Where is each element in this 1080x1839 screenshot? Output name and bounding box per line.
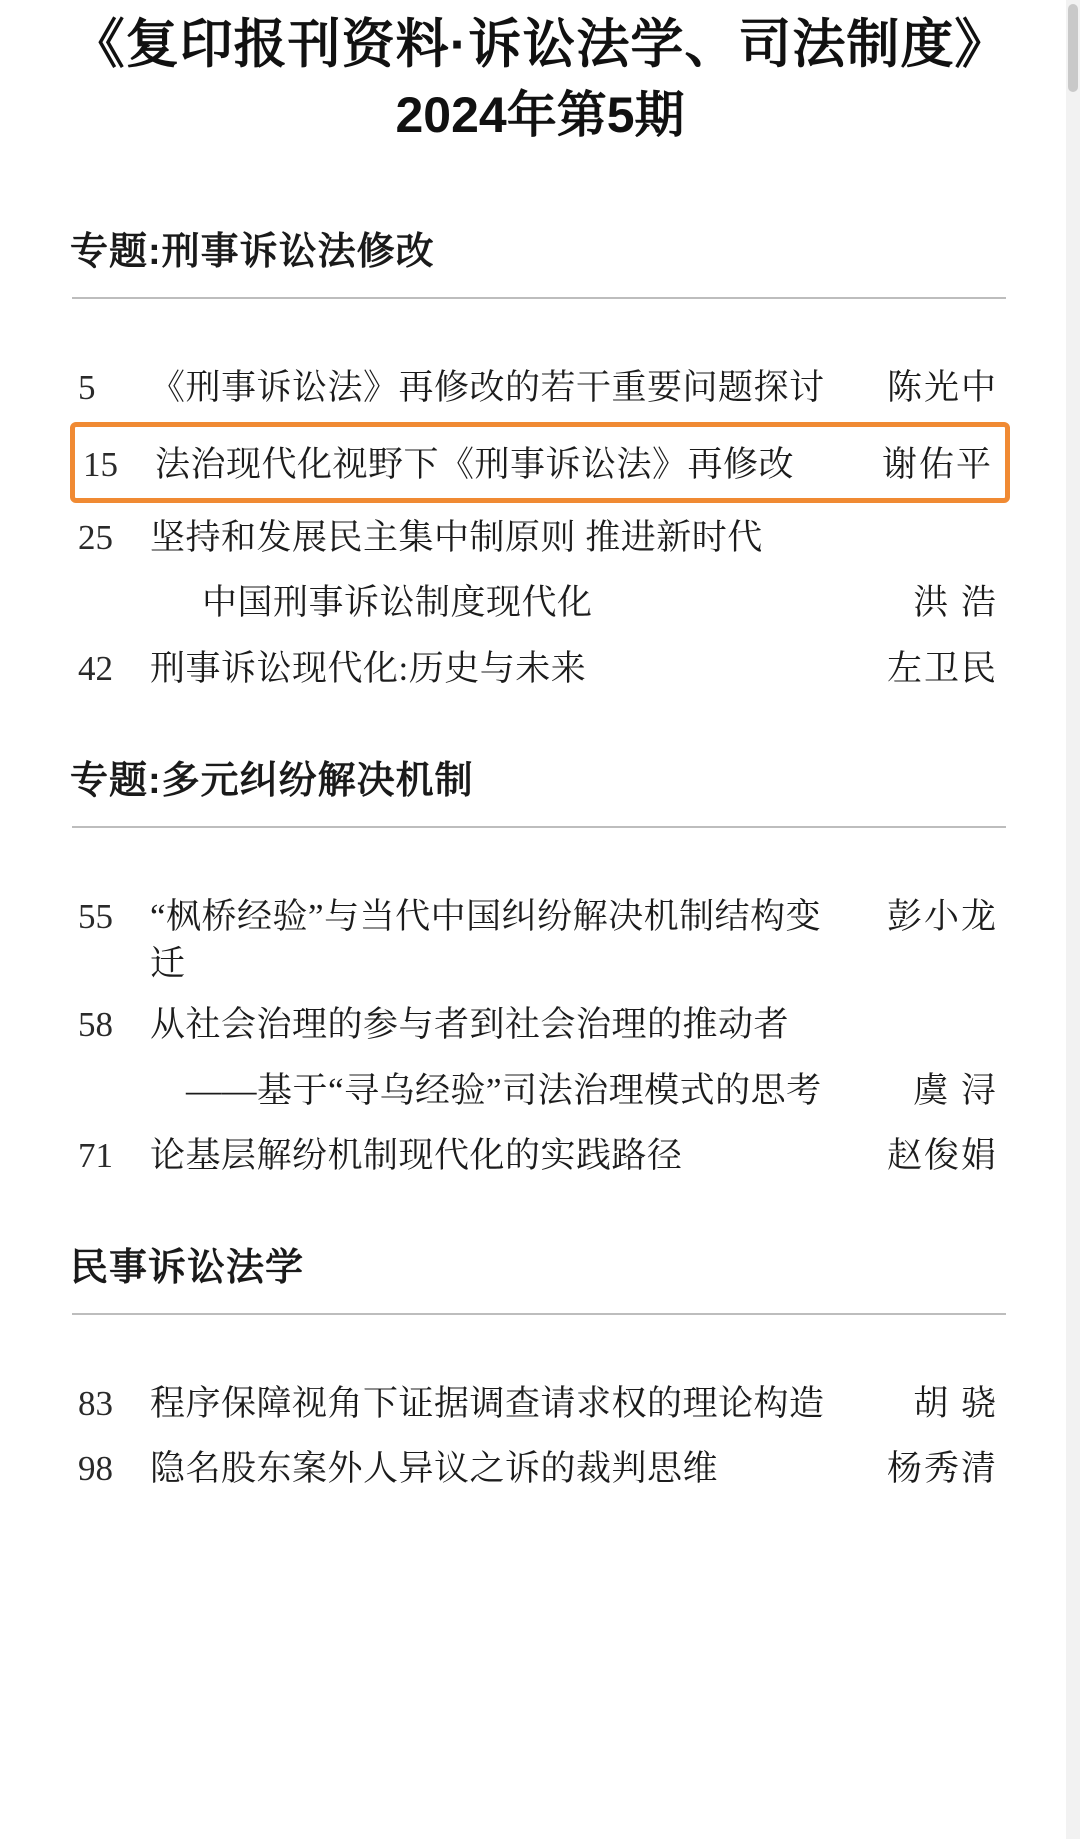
section-divider: [72, 297, 1006, 299]
spacer: [70, 709, 1010, 749]
entry-author: 左卫民: [886, 648, 998, 688]
entry-title: 《刑事诉讼法》再修改的若干重要问题探讨: [150, 367, 825, 407]
entry-page-number: 15: [83, 444, 118, 484]
entry-title: 中国刑事诉讼制度现代化: [202, 583, 593, 623]
section-entries: [70, 353, 1010, 699]
entry-title: 刑事诉讼现代化:历史与未来: [150, 648, 587, 688]
toc-section: [70, 220, 1010, 699]
entry-title: “枫桥经验”与当代中国纠纷解决机制结构变迁: [150, 896, 822, 984]
toc-entry[interactable]: [70, 1121, 1010, 1186]
section-heading: 专题:多元纠纷解决机制: [70, 759, 474, 802]
vertical-scrollbar[interactable]: [1066, 0, 1080, 1839]
entry-page-number: 5: [78, 367, 96, 407]
entry-author: 陈光中: [886, 367, 998, 407]
toc-entry[interactable]: [70, 507, 1010, 568]
toc-entry[interactable]: [70, 994, 1010, 1055]
scrollbar-thumb[interactable]: [1068, 4, 1078, 92]
entry-author: 赵俊娟: [886, 1135, 998, 1175]
entry-title: 隐名股东案外人异议之诉的裁判思维: [150, 1449, 719, 1489]
toc-entry-continuation[interactable]: [70, 1056, 1010, 1121]
entry-page-number: 42: [78, 648, 113, 688]
entry-author: 胡 骁: [913, 1384, 998, 1424]
entry-page-number: 55: [78, 896, 113, 936]
section-entries: [70, 882, 1010, 1186]
entry-author: 虞 浔: [913, 1070, 998, 1110]
entry-page-number: 71: [78, 1135, 113, 1175]
journal-title: 《复印报刊资料·诉讼法学、司法制度》: [71, 15, 1009, 74]
entry-author: 杨秀清: [886, 1449, 998, 1489]
entry-author: 洪 浩: [913, 583, 998, 623]
entry-page-number: 98: [78, 1449, 113, 1489]
entry-page-number: 58: [78, 1005, 113, 1045]
masthead: [40, 0, 1040, 148]
section-heading: 民事诉讼法学: [70, 1247, 305, 1290]
entry-author: 彭小龙: [886, 896, 998, 936]
toc-entry[interactable]: [70, 634, 1010, 699]
spacer: [70, 1196, 1010, 1236]
toc-entry[interactable]: [70, 1434, 1010, 1499]
entry-author: 谢佑平: [881, 444, 993, 484]
section-heading: 专题:刑事诉讼法修改: [70, 230, 435, 273]
table-of-contents: [40, 220, 1040, 1500]
section-divider: [72, 1313, 1006, 1315]
entry-title: 论基层解纷机制现代化的实践路径: [150, 1135, 683, 1175]
entry-title: 坚持和发展民主集中制原则 推进新时代: [150, 518, 763, 558]
entry-page-number: 25: [78, 518, 113, 558]
entry-title: 法治现代化视野下《刑事诉讼法》再修改: [155, 444, 795, 484]
toc-section: [70, 749, 1010, 1186]
toc-entry[interactable]: [70, 353, 1010, 418]
toc-section: [70, 1236, 1010, 1500]
entry-page-number: 83: [78, 1384, 113, 1424]
toc-entry[interactable]: [70, 1369, 1010, 1434]
entry-title: 程序保障视角下证据调查请求权的理论构造: [150, 1384, 825, 1424]
entry-title: ——基于“寻乌经验”司法治理模式的思考: [186, 1070, 822, 1110]
section-entries: [70, 1369, 1010, 1500]
toc-entry-highlighted[interactable]: [70, 422, 1010, 503]
toc-entry[interactable]: [70, 882, 1010, 995]
issue-label: 2024年第5期: [395, 86, 685, 143]
entry-title: 从社会治理的参与者到社会治理的推动者: [150, 1005, 790, 1045]
section-divider: [72, 826, 1006, 828]
toc-entry-continuation[interactable]: [70, 568, 1010, 633]
